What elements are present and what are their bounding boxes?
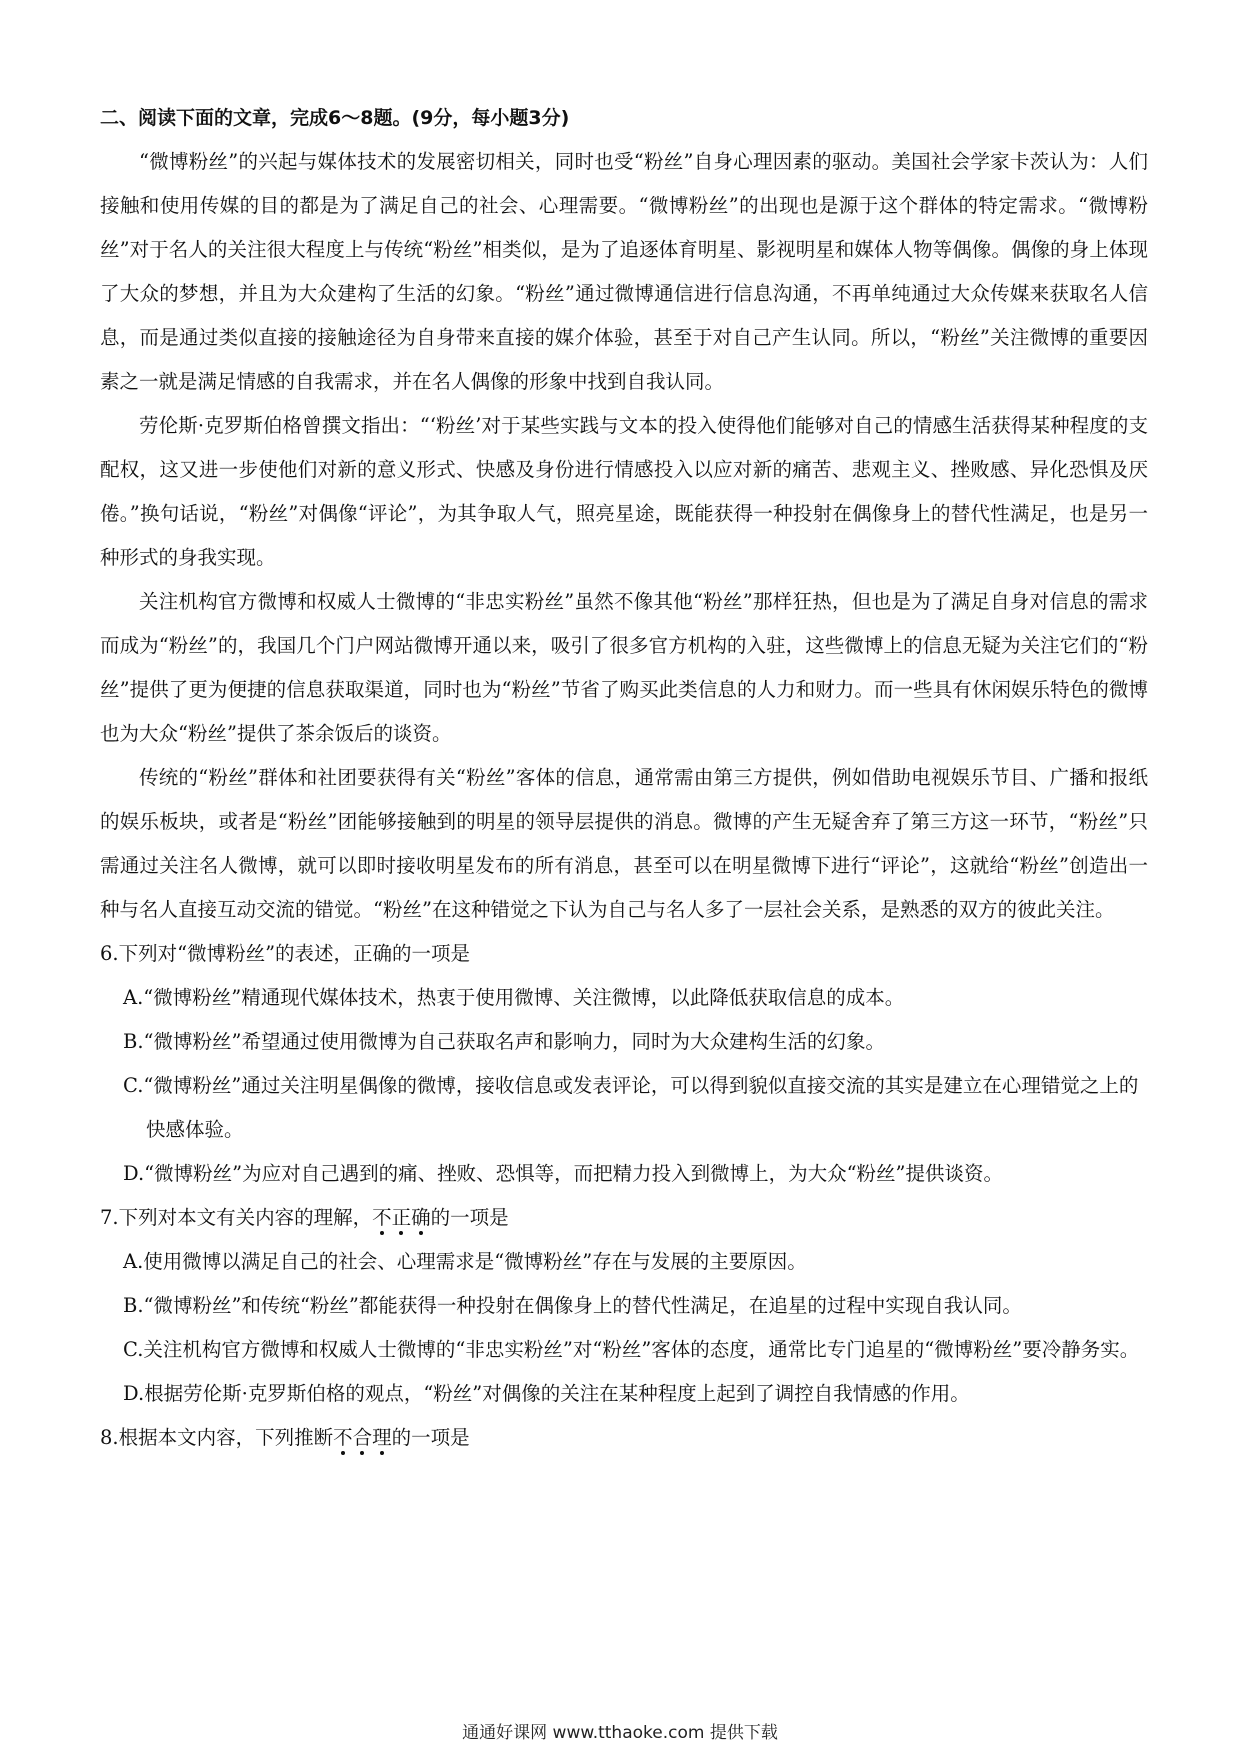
question-7-option-d: D.根据劳伦斯·克罗斯伯格的观点，“粉丝”对偶像的关注在某种程度上起到了调控自我情感的作用。 (123, 1382, 970, 1405)
emphasis-char: 确 (411, 1206, 431, 1229)
passage-paragraph-1: “微博粉丝”的兴起与媒体技术的发展密切相关，同时也受“粉丝”自身心理因素的驱动。美国社会学家卡茨认为：人们接触和使用传媒的目的都是为了满足自己的社会、心理需要。“微博粉丝”的出现也是源于这个群体的特定需求。“微博粉丝”对于名人的关注很大程度上与传统“粉丝”相类似，是为了追逐体育明星、影视明星和媒体人物等偶像。偶像的身上体现了大众的梦想，并且为大众建构了生活的幻象。“粉丝”通过微博通信进行信息沟通，不再单纯通过大众传媒来获取名人信息，而是通过类似直接的接触途径为自身带来直接的媒介体验，甚至于对自己产生认同。所以，“粉丝”关注微博的重要因素之一就是满足情感的自我需求，并在名人偶像的形象中找到自我认同。 (100, 150, 1148, 393)
emphasis-char: 理 (372, 1426, 392, 1449)
question-8 (100, 1416, 1148, 1460)
question-6-option-b: B.“微博粉丝”希望通过使用微博为自己获取名声和影响力，同时为大众建构生活的幻象。 (123, 1030, 885, 1053)
passage-paragraph-4: 传统的“粉丝”群体和社团要获得有关“粉丝”客体的信息，通常需由第三方提供，例如借助电视娱乐节目、广播和报纸的娱乐板块，或者是“粉丝”团能够接触到的明星的领导层提供的消息。微博的产生无疑舍弃了第三方这一环节，“粉丝”只需通过关注名人微博，就可以即时接收明星发布的所有消息，甚至可以在明星微博下进行“评论”，这就给“粉丝”创造出一种与名人直接互动交流的错觉。“粉丝”在这种错觉之下认为自己与名人多了一层社会关系，是熟悉的双方的彼此关注。 (100, 766, 1148, 921)
question-6-option-c-text: C.“微博粉丝”通过关注明星偶像的微博，接收信息或发表评论，可以得到貌似直接交流的其实是建立在心理错觉之上的快感体验。 (123, 1074, 1139, 1141)
question-7-option-c-text: C.关注机构官方微博和权威人士微博的“非忠实粉丝”对“粉丝”客体的态度，通常比专门追星的“微博粉丝”要冷静务实。 (123, 1338, 1140, 1361)
question-7-option-b (100, 1284, 1148, 1328)
emphasis-char: 正 (391, 1206, 412, 1229)
question-8-stem-post: 的一项是 (391, 1426, 470, 1449)
question-7-stem-post: 的一项是 (430, 1206, 509, 1229)
passage-paragraph-3: 关注机构官方微博和权威人士微博的“非忠实粉丝”虽然不像其他“粉丝”那样狂热，但也是为了满足自身对信息的需求而成为“粉丝”的，我国几个门户网站微博开通以来，吸引了很多官方机构的入驻，这些微博上的信息无疑为关注它们的“粉丝”提供了更为便捷的信息获取渠道，同时也为“粉丝”节省了购买此类信息的人力和财力。而一些具有休闲娱乐特色的微博也为大众“粉丝”提供了茶余饭后的谈资。 (100, 590, 1148, 745)
question-7-option-b-text: B.“微博粉丝”和传统“粉丝”都能获得一种投射在偶像身上的替代性满足，在追星的过程中实现自我认同。 (123, 1294, 1022, 1317)
question-6-option-a: A.“微博粉丝”精通现代媒体技术，热衷于使用微博、关注微博，以此降低获取信息的成本。 (123, 986, 905, 1009)
page-footer: 通通好课网 www.tthaoke.com 提供下载 (462, 1723, 778, 1743)
question-7 (100, 1196, 1148, 1416)
question-6-option-c (100, 1064, 1148, 1152)
section-title: 二、阅读下面的文章，完成6～8题。(9分，每小题3分) (100, 107, 570, 129)
reading-passage (100, 140, 1148, 932)
question-8-stem-emphasis (333, 1426, 392, 1449)
question-8-stem-pre: 8.根据本文内容，下列推断 (100, 1426, 334, 1449)
passage-paragraph-2: 劳伦斯·克罗斯伯格曾撰文指出：“‘粉丝’对于某些实践与文本的投入使得他们能够对自己的情感生活获得某种程度的支配权，这又进一步使他们对新的意义形式、快感及身份进行情感投入以应对新的痛苦、悲观主义、挫败感、异化恐惧及厌倦。”换句话说，“粉丝”对偶像“评论”，为其争取人气，照亮星途，既能获得一种投射在偶像身上的替代性满足，也是另一种形式的身我实现。 (100, 414, 1148, 569)
exam-page (100, 96, 1148, 1460)
question-6-option-d: D.“微博粉丝”为应对自己遇到的痛、挫败、恐惧等，而把精力投入到微博上，为大众“粉丝”提供谈资。 (123, 1162, 1004, 1185)
question-6 (100, 932, 1148, 1196)
emphasis-char: 不 (333, 1426, 353, 1449)
question-7-option-c (100, 1328, 1148, 1372)
question-8-stem (100, 1416, 1148, 1460)
question-7-stem-pre: 7.下列对本文有关内容的理解， (100, 1206, 373, 1229)
question-7-stem (100, 1196, 1148, 1240)
emphasis-char: 不 (372, 1206, 392, 1229)
question-7-option-a: A.使用微博以满足自己的社会、心理需求是“微博粉丝”存在与发展的主要原因。 (123, 1250, 807, 1273)
question-7-stem-emphasis (372, 1206, 431, 1229)
emphasis-char: 合 (352, 1426, 373, 1449)
question-6-stem: 6.下列对“微博粉丝”的表述，正确的一项是 (100, 942, 471, 965)
